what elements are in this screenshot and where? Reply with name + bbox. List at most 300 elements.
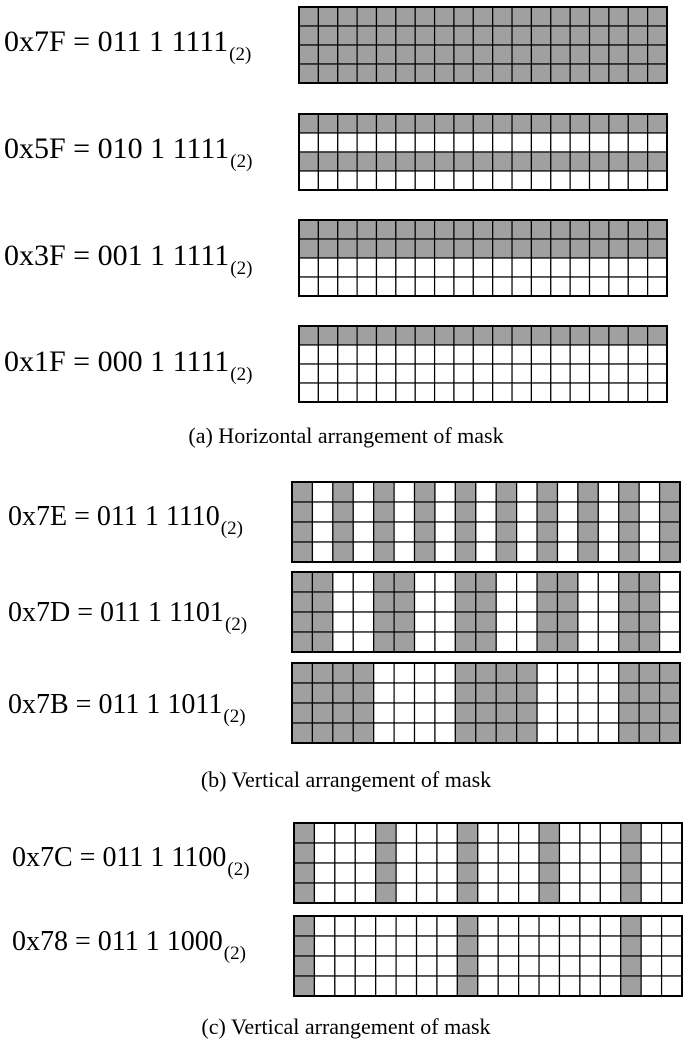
mask-cell-off <box>551 171 570 190</box>
mask-cell-on <box>357 114 376 133</box>
mask-cell-on <box>454 326 473 345</box>
mask-cell-on <box>357 26 376 45</box>
mask-cell-on <box>457 956 477 976</box>
mask-cell-off <box>396 843 416 863</box>
mask-cell-off <box>519 956 539 976</box>
mask-cell-off <box>376 936 396 956</box>
mask-cell-off <box>517 502 537 522</box>
mask-cell-off <box>539 916 559 936</box>
mask-cell-off <box>318 133 337 152</box>
mask-cell-off <box>357 133 376 152</box>
mask-cell-off <box>437 863 457 883</box>
mask-cell-off <box>662 976 682 996</box>
mask-cell-on <box>415 114 434 133</box>
mask-cell-off <box>299 383 318 402</box>
mask-cell-on <box>609 152 628 171</box>
mask-cell-off <box>376 258 395 277</box>
mask-cell-off <box>551 383 570 402</box>
mask-cell-off <box>498 936 518 956</box>
mask-cell-on <box>621 863 641 883</box>
mask-cell-off <box>355 863 375 883</box>
mask-cell-off <box>396 171 415 190</box>
mask-grid <box>293 822 683 904</box>
mask-cell-off <box>531 171 550 190</box>
mask-cell-off <box>559 823 579 843</box>
mask-cell-on <box>476 663 496 683</box>
mask-cell-on <box>455 723 475 743</box>
mask-cell-on <box>292 723 312 743</box>
mask-cell-off <box>335 823 355 843</box>
mask-cell-off <box>537 723 557 743</box>
mask-cell-off <box>394 723 414 743</box>
mask-cell-off <box>559 956 579 976</box>
mask-cell-on <box>312 632 332 652</box>
mask-cell-off <box>559 916 579 936</box>
mask-cell-on <box>394 572 414 592</box>
mask-cell-on <box>318 64 337 83</box>
mask-cell-on <box>660 663 680 683</box>
mask-cell-on <box>299 45 318 64</box>
mask-cell-on <box>415 64 434 83</box>
mask-cell-off <box>598 663 618 683</box>
mask-cell-on <box>374 502 394 522</box>
mask-cell-on <box>299 239 318 258</box>
mask-cell-on <box>590 114 609 133</box>
mask-cell-off <box>628 345 647 364</box>
mask-cell-off <box>435 723 455 743</box>
mask-cell-off <box>662 863 682 883</box>
mask-cell-off <box>478 863 498 883</box>
mask-cell-off <box>355 956 375 976</box>
mask-cell-off <box>415 258 434 277</box>
mask-cell-on <box>415 26 434 45</box>
mask-cell-off <box>415 383 434 402</box>
mask-cell-off <box>628 258 647 277</box>
mask-cell-off <box>598 683 618 703</box>
mask-cell-off <box>312 482 332 502</box>
mask-cell-off <box>435 572 455 592</box>
mask-cell-on <box>294 936 314 956</box>
mask-cell-off <box>496 612 516 632</box>
mask-cell-on <box>590 220 609 239</box>
mask-cell-off <box>417 843 437 863</box>
mask-cell-on <box>476 723 496 743</box>
mask-cell-off <box>435 502 455 522</box>
mask-cell-on <box>517 703 537 723</box>
mask-cell-on <box>531 152 550 171</box>
mask-cell-off <box>598 502 618 522</box>
mask-cell-on <box>455 592 475 612</box>
mask-cell-on <box>512 152 531 171</box>
mask-cell-off <box>353 572 373 592</box>
mask-cell-on <box>621 936 641 956</box>
mask-cell-on <box>455 632 475 652</box>
mask-cell-off <box>519 843 539 863</box>
mask-cell-off <box>396 823 416 843</box>
mask-cell-on <box>435 220 454 239</box>
mask-cell-off <box>299 258 318 277</box>
mask-cell-on <box>473 239 492 258</box>
mask-cell-off <box>299 345 318 364</box>
mask-cell-off <box>493 133 512 152</box>
mask-cell-off <box>396 936 416 956</box>
mask-cell-on <box>318 220 337 239</box>
mask-label: 0x78 = 011 1 $1000_{(2)}$ <box>12 926 246 964</box>
mask-cell-off <box>333 612 353 632</box>
mask-cell-off <box>537 663 557 683</box>
mask-cell-on <box>639 612 659 632</box>
mask-cell-off <box>335 936 355 956</box>
mask-cell-off <box>517 572 537 592</box>
mask-cell-on <box>376 45 395 64</box>
mask-cell-off <box>557 542 577 562</box>
mask-cell-on <box>619 522 639 542</box>
mask-cell-on <box>551 326 570 345</box>
mask-cell-on <box>312 592 332 612</box>
mask-cell-on <box>619 502 639 522</box>
mask-cell-off <box>580 956 600 976</box>
mask-cell-off <box>314 976 334 996</box>
mask-cell-off <box>590 133 609 152</box>
mask-cell-off <box>519 883 539 903</box>
mask-cell-off <box>498 843 518 863</box>
mask-cell-on <box>539 843 559 863</box>
mask-cell-off <box>396 345 415 364</box>
mask-cell-on <box>457 936 477 956</box>
mask-cell-on <box>292 522 312 542</box>
mask-cell-off <box>357 383 376 402</box>
mask-cell-on <box>648 326 667 345</box>
mask-cell-off <box>454 345 473 364</box>
mask-cell-on <box>619 663 639 683</box>
mask-cell-on <box>292 592 312 612</box>
mask-cell-off <box>559 976 579 996</box>
mask-cell-on <box>292 663 312 683</box>
mask-cell-off <box>557 502 577 522</box>
mask-cell-on <box>455 572 475 592</box>
mask-cell-on <box>455 703 475 723</box>
mask-cell-off <box>600 956 620 976</box>
mask-cell-off <box>417 823 437 843</box>
mask-cell-off <box>531 364 550 383</box>
mask-grid-svg <box>293 822 683 904</box>
mask-cell-off <box>353 542 373 562</box>
mask-cell-on <box>531 7 550 26</box>
mask-cell-on <box>531 114 550 133</box>
mask-cell-on <box>570 239 589 258</box>
mask-cell-off <box>454 383 473 402</box>
mask-cell-off <box>598 482 618 502</box>
mask-cell-off <box>600 863 620 883</box>
mask-cell-off <box>496 572 516 592</box>
mask-label: 0x3F = 001 1 $1111_{(2)}$ <box>4 239 253 279</box>
mask-cell-on <box>473 152 492 171</box>
mask-cell-on <box>376 152 395 171</box>
mask-cell-on <box>473 220 492 239</box>
mask-cell-off <box>435 133 454 152</box>
mask-cell-off <box>662 883 682 903</box>
mask-cell-on <box>376 863 396 883</box>
mask-cell-on <box>609 7 628 26</box>
mask-cell-on <box>512 326 531 345</box>
mask-cell-off <box>374 723 394 743</box>
mask-cell-off <box>648 364 667 383</box>
mask-cell-on <box>415 326 434 345</box>
mask-cell-on <box>621 956 641 976</box>
mask-cell-on <box>493 64 512 83</box>
mask-cell-on <box>374 572 394 592</box>
mask-cell-off <box>357 364 376 383</box>
mask-cell-on <box>312 723 332 743</box>
mask-cell-off <box>355 883 375 903</box>
mask-cell-off <box>537 703 557 723</box>
mask-grid <box>293 915 683 997</box>
mask-cell-off <box>648 133 667 152</box>
mask-cell-off <box>376 345 395 364</box>
mask-cell-off <box>473 383 492 402</box>
mask-cell-off <box>454 364 473 383</box>
mask-cell-on <box>318 26 337 45</box>
mask-cell-on <box>621 843 641 863</box>
mask-cell-on <box>537 572 557 592</box>
mask-cell-on <box>353 683 373 703</box>
mask-cell-on <box>639 683 659 703</box>
mask-cell-off <box>476 542 496 562</box>
mask-cell-off <box>517 592 537 612</box>
mask-cell-on <box>476 592 496 612</box>
mask-grid-svg <box>298 325 668 403</box>
mask-cell-off <box>394 522 414 542</box>
mask-cell-off <box>318 258 337 277</box>
mask-cell-on <box>357 45 376 64</box>
mask-cell-off <box>551 345 570 364</box>
mask-cell-off <box>600 823 620 843</box>
mask-cell-on <box>628 152 647 171</box>
mask-cell-off <box>609 383 628 402</box>
mask-cell-on <box>292 632 312 652</box>
mask-cell-off <box>641 863 661 883</box>
mask-cell-off <box>559 883 579 903</box>
mask-cell-on <box>639 663 659 683</box>
mask-label: 0x7E = 011 1 $1110_{(2)}$ <box>8 501 243 539</box>
mask-cell-off <box>517 612 537 632</box>
mask-cell-off <box>338 383 357 402</box>
mask-cell-off <box>598 703 618 723</box>
mask-cell-on <box>496 502 516 522</box>
mask-cell-off <box>641 883 661 903</box>
mask-cell-on <box>473 7 492 26</box>
mask-cell-off <box>357 171 376 190</box>
mask-cell-off <box>476 522 496 542</box>
mask-cell-on <box>590 45 609 64</box>
mask-cell-on <box>537 482 557 502</box>
mask-cell-on <box>590 64 609 83</box>
mask-cell-on <box>357 7 376 26</box>
mask-cell-on <box>609 326 628 345</box>
mask-cell-off <box>662 823 682 843</box>
mask-cell-off <box>662 843 682 863</box>
mask-grid <box>291 481 681 563</box>
mask-cell-on <box>619 683 639 703</box>
mask-cell-off <box>512 171 531 190</box>
mask-cell-on <box>570 26 589 45</box>
mask-cell-off <box>570 345 589 364</box>
mask-cell-on <box>609 26 628 45</box>
mask-cell-on <box>493 114 512 133</box>
mask-cell-on <box>455 542 475 562</box>
mask-cell-on <box>517 723 537 743</box>
mask-cell-on <box>435 64 454 83</box>
mask-cell-off <box>578 632 598 652</box>
mask-cell-off <box>598 542 618 562</box>
mask-cell-on <box>455 482 475 502</box>
mask-cell-off <box>299 133 318 152</box>
mask-cell-off <box>435 258 454 277</box>
mask-cell-off <box>531 277 550 296</box>
mask-cell-off <box>512 364 531 383</box>
mask-cell-off <box>493 383 512 402</box>
mask-cell-on <box>493 45 512 64</box>
mask-cell-off <box>473 345 492 364</box>
mask-cell-off <box>415 277 434 296</box>
mask-cell-on <box>551 239 570 258</box>
mask-cell-off <box>519 976 539 996</box>
mask-cell-off <box>578 612 598 632</box>
mask-grid-svg <box>291 481 681 563</box>
mask-cell-off <box>539 956 559 976</box>
mask-cell-on <box>394 612 414 632</box>
mask-cell-on <box>551 45 570 64</box>
mask-cell-on <box>609 114 628 133</box>
mask-cell-on <box>512 114 531 133</box>
mask-cell-on <box>570 45 589 64</box>
mask-cell-off <box>570 383 589 402</box>
mask-cell-off <box>496 592 516 612</box>
mask-cell-on <box>312 572 332 592</box>
mask-cell-on <box>455 502 475 522</box>
mask-grid-svg <box>298 6 668 84</box>
mask-cell-off <box>396 383 415 402</box>
mask-cell-off <box>394 502 414 522</box>
mask-cell-off <box>318 171 337 190</box>
mask-cell-off <box>415 133 434 152</box>
mask-cell-off <box>299 364 318 383</box>
mask-cell-on <box>660 502 680 522</box>
mask-cell-off <box>396 883 416 903</box>
mask-cell-on <box>376 843 396 863</box>
mask-cell-on <box>318 45 337 64</box>
mask-cell-on <box>493 326 512 345</box>
mask-cell-on <box>551 64 570 83</box>
mask-cell-on <box>318 326 337 345</box>
mask-cell-off <box>353 612 373 632</box>
mask-cell-off <box>417 976 437 996</box>
mask-cell-off <box>376 133 395 152</box>
mask-cell-on <box>454 45 473 64</box>
mask-label: 0x7F = 011 1 $1111_{(2)}$ <box>4 25 252 65</box>
mask-cell-on <box>619 703 639 723</box>
mask-cell-off <box>473 133 492 152</box>
mask-cell-off <box>415 632 435 652</box>
mask-cell-off <box>493 171 512 190</box>
mask-cell-on <box>312 612 332 632</box>
mask-cell-off <box>512 277 531 296</box>
mask-cell-on <box>512 220 531 239</box>
mask-cell-on <box>415 220 434 239</box>
mask-cell-on <box>619 632 639 652</box>
mask-cell-on <box>454 220 473 239</box>
mask-cell-on <box>455 522 475 542</box>
mask-cell-on <box>570 152 589 171</box>
mask-cell-off <box>312 502 332 522</box>
mask-cell-on <box>619 612 639 632</box>
mask-cell-on <box>396 45 415 64</box>
mask-cell-off <box>435 277 454 296</box>
mask-cell-off <box>512 258 531 277</box>
mask-cell-on <box>531 45 550 64</box>
mask-cell-on <box>648 220 667 239</box>
mask-cell-on <box>353 663 373 683</box>
mask-label: 0x7C = 011 1 $1100_{(2)}$ <box>12 842 250 880</box>
mask-cell-off <box>648 171 667 190</box>
mask-cell-off <box>590 258 609 277</box>
mask-cell-on <box>292 542 312 562</box>
mask-cell-off <box>355 843 375 863</box>
mask-cell-off <box>641 976 661 996</box>
mask-grid-svg <box>298 219 668 297</box>
mask-cell-on <box>537 632 557 652</box>
mask-cell-on <box>628 114 647 133</box>
mask-cell-off <box>437 916 457 936</box>
mask-cell-on <box>557 632 577 652</box>
mask-cell-off <box>335 956 355 976</box>
mask-cell-on <box>435 26 454 45</box>
mask-cell-on <box>639 703 659 723</box>
mask-cell-on <box>338 239 357 258</box>
caption-a: (a) Horizontal arrangement of mask <box>188 423 504 448</box>
mask-cell-off <box>598 522 618 542</box>
mask-cell-off <box>531 345 550 364</box>
mask-cell-on <box>318 152 337 171</box>
mask-cell-on <box>473 326 492 345</box>
mask-cell-on <box>396 220 415 239</box>
mask-cell-on <box>396 239 415 258</box>
mask-cell-off <box>578 723 598 743</box>
mask-cell-on <box>415 239 434 258</box>
mask-cell-on <box>539 863 559 883</box>
mask-cell-off <box>478 936 498 956</box>
mask-cell-on <box>376 114 395 133</box>
mask-cell-off <box>600 936 620 956</box>
mask-cell-off <box>641 936 661 956</box>
mask-cell-on <box>476 612 496 632</box>
mask-cell-on <box>374 542 394 562</box>
mask-cell-on <box>292 703 312 723</box>
mask-cell-off <box>415 683 435 703</box>
mask-cell-off <box>353 632 373 652</box>
mask-grid-svg <box>291 662 681 744</box>
mask-cell-on <box>660 522 680 542</box>
mask-cell-off <box>338 171 357 190</box>
mask-cell-on <box>496 683 516 703</box>
mask-cell-on <box>396 114 415 133</box>
mask-cell-off <box>628 383 647 402</box>
mask-cell-off <box>498 976 518 996</box>
mask-cell-off <box>353 522 373 542</box>
mask-cell-on <box>619 723 639 743</box>
mask-cell-off <box>437 956 457 976</box>
mask-cell-off <box>473 277 492 296</box>
